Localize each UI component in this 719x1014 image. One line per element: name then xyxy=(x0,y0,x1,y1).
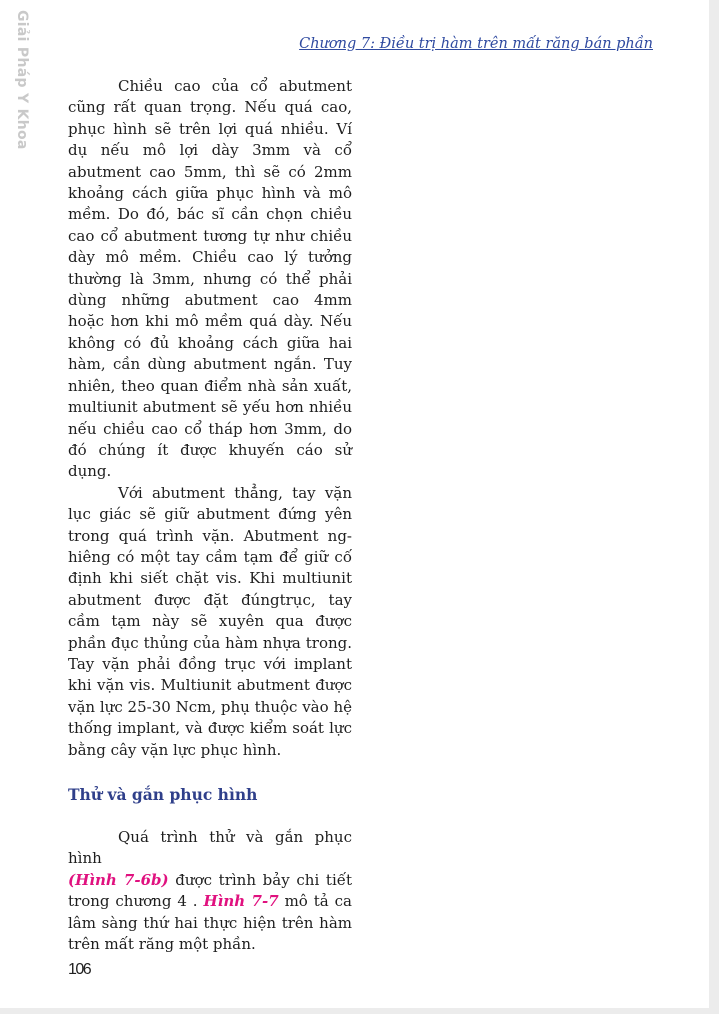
figure-reference: Hình 7-7 xyxy=(203,892,279,911)
section-heading: Thử và gắn phục hình xyxy=(68,785,258,804)
spine-watermark: Giải Pháp Y Khoa xyxy=(14,10,30,150)
body-paragraph xyxy=(68,827,352,955)
figure-reference: (Hình 7-6b) xyxy=(68,870,169,889)
text-column xyxy=(68,76,352,955)
paragraph-text: mô tả ca lâm sàng thứ hai thực hiện trên hàm trên mất răng một phần. xyxy=(68,892,352,954)
body-paragraph: Với abutment thẳng, tay vặn lục giác sẽ giữ abutment đứng yên trong quá trình vặn. Abutment nghiêng có một tay cầm tạm để giữ cố định khi siết chặt vis. Khi multiunit abutment được đặt đúngtrục, tay cầm tạm này sẽ xuyên qua được phần đục thủng của hàm nhựa trong. Tay vặn phải đồng trục với implant khi vặn vis. Multiunit abutment được vặn lực 25-30 Ncm, phụ thuộc vào hệ thống implant, và được kiểm soát lực bằng cây vặn lực phục hình. xyxy=(68,483,352,759)
body-paragraph: Chiều cao của cổ abutment cũng rất quan trọng. Nếu quá cao, phục hình sẽ trên lợi quá nhiều. Ví dụ nếu mô lợi dày 3mm và cổ abutment cao 5mm, thì sẽ có 2mm khoảng cách giữa phục hình và mô mềm. Do đó, bác sĩ cần chọn chiều cao cổ abutment tương tự như chiều dày mô mềm. Chiều cao lý tưởng thường là 3mm, nhưng có thể phải dùng những abutment cao 4mm hoặc hơn khi mô mềm quá dày. Nếu không có đủ khoảng cách giữa hai hàm, cần dùng abutment ngắn. Tuy nhiên, theo quan điểm nhà sản xuất, multiunit abutment sẽ yếu hơn nhiều nếu chiều cao cổ tháp hơn 3mm, do đó chúng ít được khuyến cáo sử dụng. xyxy=(68,77,352,481)
chapter-running-head: Chương 7: Điều trị hàm trên mất răng bán phần xyxy=(299,36,653,52)
paragraph-text: Quá trình thử và gắn phục hình xyxy=(68,828,352,868)
page-number: 106 xyxy=(68,961,91,978)
paragraph-text: được trình bảy chi tiết trong chương 4 . xyxy=(68,870,353,911)
